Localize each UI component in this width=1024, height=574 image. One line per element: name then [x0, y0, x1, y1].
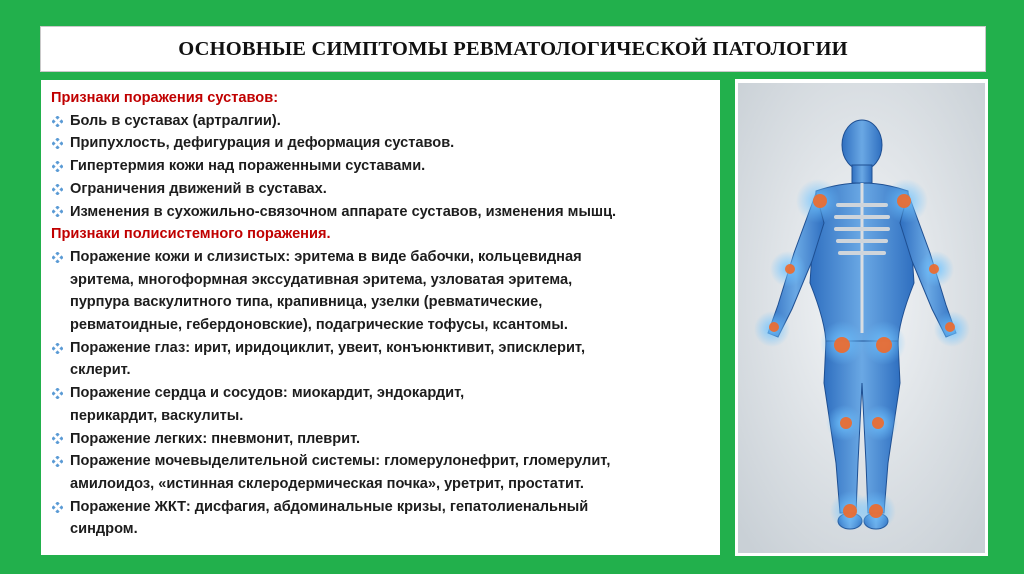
diamond-bullet-icon [51, 496, 63, 519]
title-banner [40, 26, 986, 72]
list-item-text: Боль в суставах (артралгии). [70, 112, 281, 129]
diamond-bullet-icon [51, 450, 63, 473]
list-item [51, 337, 710, 382]
diamond-bullet-icon [51, 201, 63, 224]
list-item-text: ревматоидные, гебердоновские), подагрические тофусы, ксантомы. [70, 317, 568, 334]
list-item [51, 155, 710, 178]
page-title: ОСНОВНЫЕ СИМПТОМЫ РЕВМАТОЛОГИЧЕСКОЙ ПАТОЛОГИИ [178, 37, 848, 60]
list-item-text: Поражение кожи и слизистых: эритема в виде бабочки, кольцевидная [70, 248, 582, 265]
list-item-text: пурпура васкулитного типа, крапивница, узелки (ревматические, [70, 294, 543, 311]
list-item-text: эритема, многоформная экссудативная эритема, узловатая эритема, [70, 271, 573, 288]
list-item [51, 201, 710, 224]
list-item [51, 246, 710, 337]
list-item-text: Припухлость, дефигурация и деформация суставов. [70, 135, 455, 152]
diamond-bullet-icon [51, 246, 63, 269]
list-item-text: перикардит, васкулиты. [70, 407, 244, 424]
human-body-back-view-illustration [738, 83, 985, 553]
diamond-bullet-icon [51, 382, 63, 405]
list-item-text: Гипертермия кожи над пораженными суставами. [70, 158, 426, 175]
diamond-bullet-icon [51, 337, 63, 360]
list-item [51, 382, 710, 427]
polysystemic-symptoms-list [51, 246, 710, 541]
list-item [51, 496, 710, 541]
list-item-text: Поражение глаз: ирит, иридоциклит, увеит, конъюнктивит, эписклерит, [70, 339, 586, 356]
diamond-bullet-icon [51, 132, 63, 155]
symptoms-text-panel [41, 80, 720, 555]
list-item [51, 450, 710, 495]
list-item [51, 110, 710, 133]
section-heading-polysystemic: Признаки полисистемного поражения. [51, 226, 331, 243]
section-heading-joints: Признаки поражения суставов: [51, 90, 279, 106]
list-item-text: склерит. [70, 362, 131, 379]
list-item-text: амилоидоз, «истинная склеродермическая почка», уретрит, простатит. [70, 475, 584, 492]
list-item [51, 178, 710, 201]
list-item-text: Поражение сердца и сосудов: миокардит, эндокардит, [70, 385, 465, 402]
diamond-bullet-icon [51, 178, 63, 201]
list-item-text: Поражение мочевыделительной системы: гломерулонефрит, гломерулит, [70, 453, 611, 470]
body-illustration-panel [735, 79, 988, 556]
diamond-bullet-icon [51, 155, 63, 178]
list-item-text: Ограничения движений в суставах. [70, 180, 327, 197]
joint-symptoms-list [51, 110, 710, 224]
diamond-bullet-icon [51, 110, 63, 133]
list-item-text: синдром. [70, 521, 138, 538]
list-item-text: Поражение легких: пневмонит, плеврит. [70, 430, 361, 447]
diamond-bullet-icon [51, 428, 63, 451]
list-item-text: Изменения в сухожильно-связочном аппарате суставов, изменения мышц. [70, 203, 617, 220]
list-item [51, 428, 710, 451]
list-item [51, 132, 710, 155]
list-item-text: Поражение ЖКТ: дисфагия, абдоминальные кризы, гепатолиенальный [70, 498, 589, 515]
